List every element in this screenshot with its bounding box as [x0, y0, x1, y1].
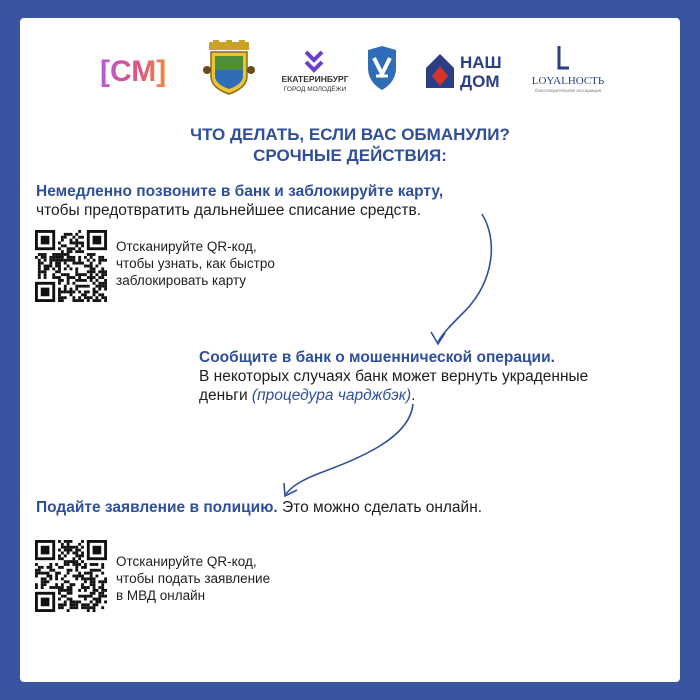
sm-logo-text: [СМ]	[100, 55, 167, 88]
qr-2-line1: Отсканируйте QR-код,	[116, 554, 257, 569]
title-line2: СРОЧНЫЕ ДЕЙСТВИЯ:	[253, 146, 447, 165]
title-line1: ЧТО ДЕЛАТЬ, ЕСЛИ ВАС ОБМАНУЛИ?	[190, 125, 510, 144]
loyalnost-subtext: благотворительная ассоциация	[534, 88, 602, 93]
qr-1-line1: Отсканируйте QR-код,	[116, 239, 257, 254]
step-2-line2-end: .	[411, 387, 416, 404]
chargeback-note: (процедура чарджбэк)	[251, 387, 412, 404]
step-1-lead: Немедленно позвоните в банк и заблокируйте карту,	[36, 183, 444, 200]
nash-dom-line1: НАШ	[460, 53, 502, 72]
step-3-lead: Подайте заявление в полицию.	[36, 499, 278, 516]
qr-2-line2: чтобы подать заявление	[116, 571, 271, 586]
info-card	[20, 18, 680, 682]
city-logo-line2: ГОРОД МОЛОДЁЖИ	[283, 86, 347, 93]
arrow-step2-to-step3	[286, 404, 413, 494]
step-3-text: Это можно сделать онлайн.	[277, 499, 483, 516]
step-1-text: чтобы предотвратить дальнейшее списание средств.	[36, 202, 422, 219]
nash-dom-line2: ДОМ	[460, 72, 500, 91]
step-2-line2-start: деньги	[199, 387, 252, 404]
step-2-line1: В некоторых случаях банк может вернуть украденные	[199, 368, 589, 385]
qr-1-line2: чтобы узнать, как быстро	[116, 256, 275, 271]
qr-2-line3: в МВД онлайн	[116, 588, 206, 603]
flow-arrows	[20, 18, 680, 682]
arrow-step1-to-step2	[438, 214, 491, 342]
qr-1-line3: заблокировать карту	[116, 273, 247, 288]
city-logo-line1: ЕКАТЕРИНБУРГ	[281, 74, 349, 84]
loyalnost-text: LOYALНОСТЬ	[531, 75, 605, 87]
step-2-lead: Сообщите в банк о мошеннической операции.	[199, 349, 555, 366]
